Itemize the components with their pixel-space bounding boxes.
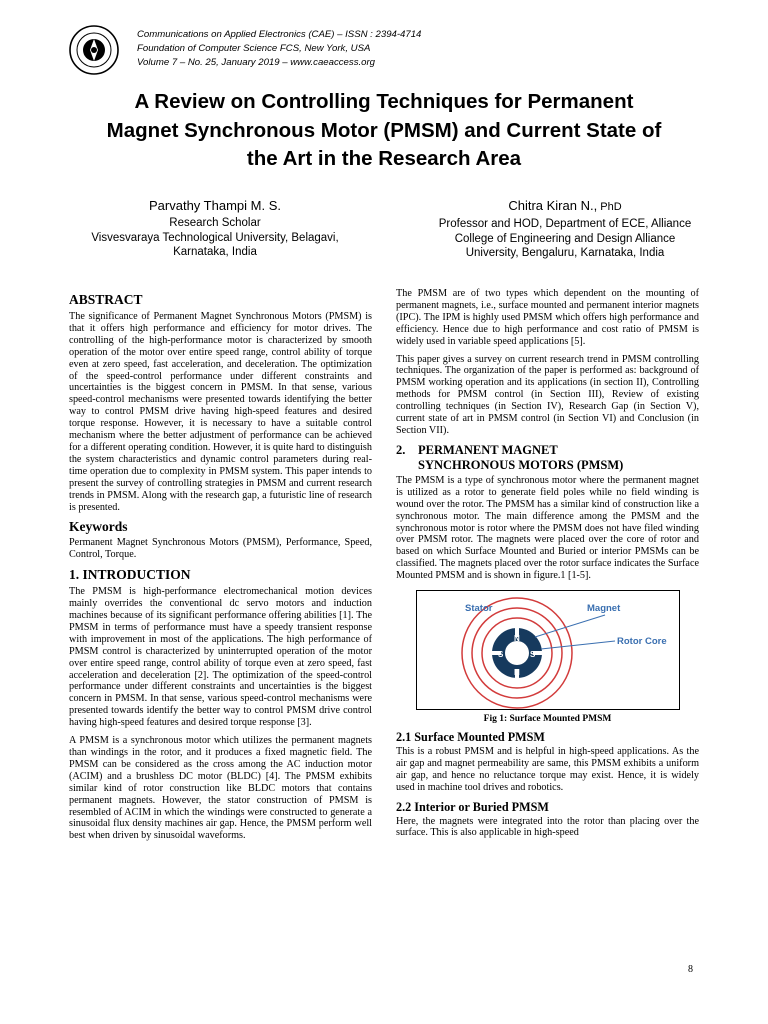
header-line-3: Volume 7 – No. 25, January 2019 – www.caeaccess.org <box>137 57 376 68</box>
title-line-2: Magnet Synchronous Motor (PMSM) and Current State of <box>106 118 662 142</box>
title-line-3: the Art in the Research Area <box>246 147 522 170</box>
figure-1-pmsm-diagram <box>416 590 680 710</box>
abstract-text: The significance of Permanent Magnet Synchronous Motors (PMSM) is that it offers high performance and efficiency for motor drives. The controlling of the high-performance motor is characterized by smooth operation of the motor over entire speed range, control ability of torque even at zero speed, fast acceleration, and deceleration. The optimization of the speed-control performance under different constraints and uncertainties is the biggest concern in PMSM. In that sense, various speed-control mechanisms were presented towards identifying the better way to control PMSM drive having high-speed features and desired torque response. However, it is necessary to have a suitable control mechanism where the better adjustment of performance can be achieved for a different operating condition. However, it is quite hard to distinguish the system characteristics and dynamic control parameters during real-time operation due to complexity in PMSM system. This paper intends to present the survey of controlling strategies in PMSM and current research trends in PMSM. Along with the research gap, a futuristic line of research is presented. <box>69 311 372 513</box>
right-paragraph-1: The PMSM are of two types which dependent on the mounting of permanent magnets, i.e., surface mounted and permanent interior magnets (IPC). The IPM is highly used PMSM which offers high performance and efficiency. Hence due to high performance and cost ratio of PMSM is widely used in variable speed applications [5]. <box>396 288 699 347</box>
author-affiliation-3: Karnataka, India <box>173 246 257 258</box>
rotor-core-pointer <box>541 641 615 649</box>
subsection-2-1-text: This is a robust PMSM and is helpful in high-speed applications. As the air gap and magnet permeability are same, this PMSM exhibits a uniform air gap, and hence no reluctance torque may exist. Hence, it is widely used in machine tool drives and robotics. <box>396 745 699 793</box>
paper-title <box>40 88 728 174</box>
section-number: 2. <box>396 442 406 457</box>
subsection-2-2-heading: 2.2 Interior or Buried PMSM <box>396 799 549 814</box>
pole-s-left: S <box>497 650 503 660</box>
pole-s-right: S <box>529 650 535 660</box>
abstract-heading: ABSTRACT <box>69 292 143 307</box>
rotor-core <box>505 641 529 665</box>
page-number: 8 <box>688 964 693 975</box>
section-title-line-1: PERMANENT MAGNET <box>418 442 558 457</box>
author-affiliation-1: Professor and HOD, Department of ECE, Alliance <box>438 218 692 230</box>
right-paragraph-2: This paper gives a survey on current research trend in PMSM controlling techniques. The organization of the paper is performed as: background of PMSM working operation and its applications (in section II), Controlling methods for PMSM control (in Section III), Review of existing controlling techniques (in Section IV), Research Gap (in Section V), current state of art in PMSM control (in Section VI) and Conclusion (in Section VII). <box>396 353 699 436</box>
subsection-2-2-text: Here, the magnets were integrated into the rotor than placing over the surface. This is also applicable in high-speed <box>396 815 699 839</box>
author-name: Parvathy Thampi M. S. <box>149 198 281 213</box>
journal-header <box>137 28 421 70</box>
right-column <box>396 288 699 845</box>
section-2-text: The PMSM is a type of synchronous motor where the permanent magnet is utilized as a rotor to generate field poles while no field winding is wound over the rotor. The PMSM has a similar kind of construction like a synchronous motor. The main difference among the PMSM and the synchronous motor is rotor where the PMSM does not have filed winding over PMSM rotor. The magnets were placed over the core of rotor and based on which Surface Mounted and Buried or interior PMSMs can be classified. The magnets placed over the rotor surface indicates the Surface Mounted PMSM and is shown in figure.1 [1-5]. <box>396 474 699 582</box>
author-affiliation-2: Visvesvaraya Technological University, Belagavi, <box>91 231 339 244</box>
section-2-heading <box>396 443 699 473</box>
journal-seal-logo <box>68 24 120 76</box>
intro-paragraph-1: The PMSM is high-performance electromechanical motion devices mainly overrides the conventional dc servo motors and induction machines because of its significant performance offering abilities [1]. The PMSM in terms of performance must have a speedy transient response with improvement in most of the applications. The high performance of PMSM control is characterized by uninterrupted operation of the motor over entire speed range, control ability of torque even at zero speed, fast acceleration and deceleration [2]. The optimization of the speed-control performance under different constraints and uncertainties is the biggest concern in PMSM. In that sense, various speed-control mechanisms were presented towards identify the better way to control PMSM drive control having high-speed features and desired torque response [3]. <box>69 586 372 729</box>
keywords-text: Permanent Magnet Synchronous Motors (PMSM), Performance, Speed, Control, Torque. <box>69 537 372 561</box>
keywords-heading: Keywords <box>69 519 128 535</box>
author-affiliation-3: University, Bengaluru, Karnataka, India <box>465 247 665 259</box>
figure-1-caption: Fig 1: Surface Mounted PMSM <box>483 714 612 725</box>
section-title-line-2: SYNCHRONOUS MOTORS (PMSM) <box>418 457 624 472</box>
subsection-2-1-heading: 2.1 Surface Mounted PMSM <box>396 729 545 744</box>
magnet-label: Magnet <box>586 603 620 615</box>
author-affiliation-1: Research Scholar <box>169 217 261 229</box>
title-line-1: A Review on Controlling Techniques for Permanent <box>134 90 634 113</box>
intro-paragraph-2: A PMSM is a synchronous motor which utilizes the permanent magnets than windings in the rotor, and it produces a fixed magnetic field. The PMSM can be considered as the cross among the AC induction motor (ACIM) and a brushless DC motor (BLDC) [4]. The PMSM exhibits similar kind of rotor construction like BLDC motors that contains permanent magnets. However, the stator construction of PMSM is resembled of ACIM in which the windings were constructed to generate a sinusoidal flux density machines air gap. Hence, the PMSM perform well best when driven by sinusoidal waveforms. <box>69 735 372 842</box>
author-block-2 <box>400 196 730 261</box>
rotor-core-label: Rotor Core <box>616 636 667 648</box>
pole-n-bottom: N <box>513 668 520 678</box>
left-column <box>69 288 372 848</box>
stator-label: Stator <box>464 603 492 615</box>
header-line-2: Foundation of Computer Science FCS, New York, USA <box>137 43 371 54</box>
pole-n-top: N <box>513 634 520 644</box>
pmsm-diagram-svg <box>417 591 679 709</box>
introduction-heading: 1. INTRODUCTION <box>69 567 191 583</box>
author-name: Chitra Kiran N., PhD <box>508 198 622 213</box>
header-line-1: Communications on Applied Electronics (CAE) – ISSN : 2394-4714 <box>137 29 422 40</box>
author-affiliation-2: College of Engineering and Design Alliance <box>454 232 676 245</box>
author-block-1 <box>60 196 370 260</box>
